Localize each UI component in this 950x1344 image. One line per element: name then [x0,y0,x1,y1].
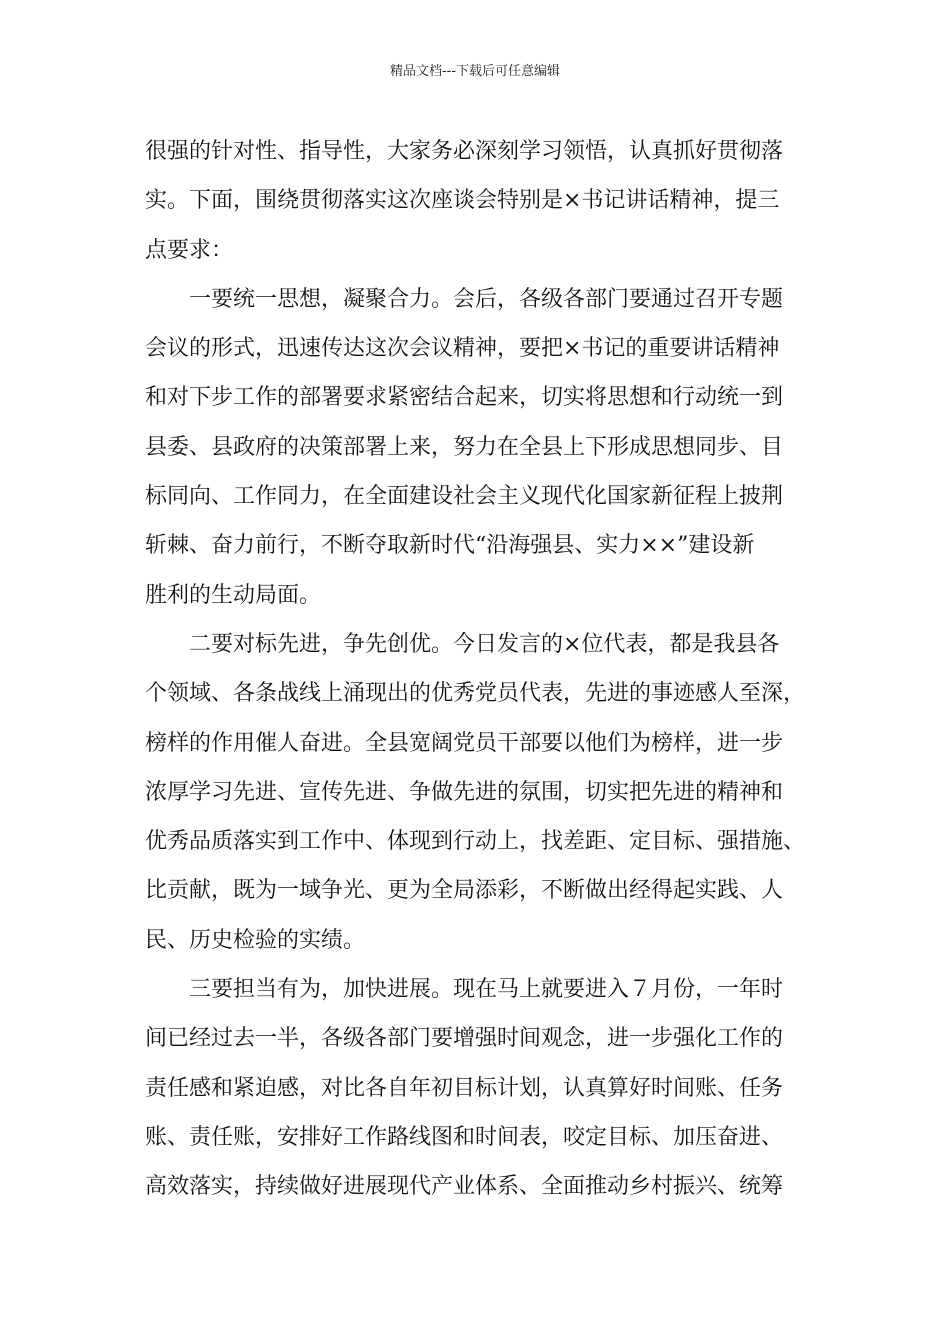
paragraph-start-line: 三要担当有为，加快进展。现在马上就要进入７月份，一年时 [189,977,784,1003]
text-line: 会议的形式，迅速传达这次会议精神，要把×书记的重要讲话精神 [145,336,780,362]
text-line: 榜样的作用催人奋进。全县宽阔党员干部要以他们为榜样，进一步 [145,730,784,756]
text-line: 和对下步工作的部署要求紧密结合起来，切实将思想和行动统一到 [145,385,784,411]
text-line: 个领域、各条战线上涌现出的优秀党员代表，先进的事迹感人至深， [145,681,806,707]
paragraph-start-line: 二要对标先进，争先创优。今日发言的×位代表，都是我县各 [189,631,780,657]
text-line: 间已经过去一半，各级各部门要增强时间观念，进一步强化工作的 [145,1026,784,1052]
text-line: 县委、县政府的决策部署上来，努力在全县上下形成思想同步、目 [145,434,784,460]
text-line: 标同向、工作同力，在全面建设社会主义现代化国家新征程上披荆 [145,484,784,510]
text-line: 点要求： [145,237,234,263]
text-line: 高效落实，持续做好进展现代产业体系、全面推动乡村振兴、统筹 [145,1174,784,1200]
text-line: 很强的针对性、指导性，大家务必深刻学习领悟，认真抓好贯彻落 [145,139,784,164]
text-line: 账、责任账，安排好工作路线图和时间表，咬定目标、加压奋进、 [145,1124,784,1150]
text-line: 实。下面，围绕贯彻落实这次座谈会特别是×书记讲话精神，提三 [145,188,780,214]
text-line: 比贡献，既为一域争光、更为全局添彩，不断做出经得起实践、人 [145,878,784,904]
text-line: 胜利的生动局面。 [145,582,322,608]
paragraph-start-line: 一要统一思想，凝聚合力。会后，各级各部门要通过召开专题 [189,286,784,312]
page-header: 精品文档---下载后可任意编辑 [389,64,561,79]
text-line: 斩棘、奋力前行，不断夺取新时代“沿海强县、实力××”建设新 [145,533,755,559]
text-line: 优秀品质落实到工作中、体现到行动上，找差距、定目标、强措施、 [145,829,806,855]
text-line: 浓厚学习先进、宣传先进、争做先进的氛围，切实把先进的精神和 [145,779,784,805]
text-line: 责任感和紧迫感，对比各自年初目标计划，认真算好时间账、任务 [145,1075,784,1101]
text-line: 民、历史检验的实绩。 [145,927,366,953]
document-body [145,127,810,1212]
